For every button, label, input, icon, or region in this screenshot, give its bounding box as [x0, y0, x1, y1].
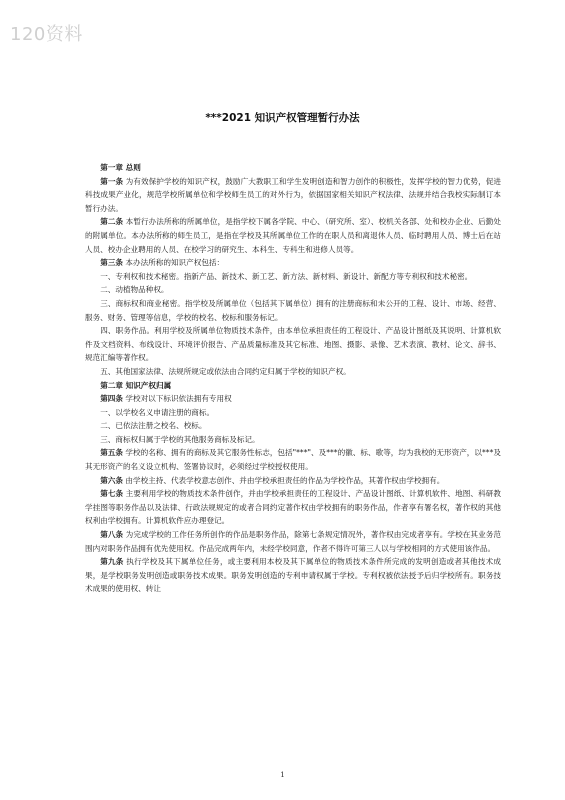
paragraph-text: 二、已依法注册之校名、校标。	[100, 421, 207, 431]
chapter-heading: 第一章 总则	[100, 163, 141, 172]
watermark: 120资料	[10, 24, 83, 45]
paragraph-text: 三、商标权归属于学校的其他服务商标及标记。	[100, 434, 260, 444]
paragraph	[85, 365, 501, 379]
paragraph-text: 为有效保护学校的知识产权，鼓励广大教职工和学生发明创造和智力创作的积极性，发挥学校的智力优势，促进科技成果产业化，规范学校所属单位和学校师生员工的对外行为，依据国家相关知识产权法律、法规并结合我校实际制订本暂行办法。	[85, 176, 501, 213]
paragraph	[85, 487, 501, 528]
paragraph-text: 学校的名称、拥有的商标及其它服务性标志，包括"***"、及***的徽、标、歌等，均为我校的无形资产，以***及其无形资产的名义设立机构、签署协议时，必须经过学校授权使用。	[85, 448, 501, 472]
paragraph	[85, 406, 501, 420]
paragraph	[85, 324, 501, 365]
paragraph	[85, 175, 501, 216]
paragraph-text: 五、其他国家法律、法规所规定或依法由合同约定归属于学校的知识产权。	[100, 366, 351, 376]
paragraph	[85, 433, 501, 447]
paragraph	[85, 474, 501, 488]
article-label: 第二条	[100, 217, 124, 227]
article-label: 第七条	[100, 489, 124, 499]
paragraph	[85, 528, 501, 555]
article-label: 第四条	[100, 394, 123, 404]
paragraph-text: 一、以学校名义申请注册的商标。	[100, 407, 215, 417]
article-label: 第五条	[100, 448, 123, 458]
paragraph-text: 本办法所称的知识产权包括：	[122, 258, 225, 268]
paragraph	[85, 215, 501, 256]
paragraph-text: 本暂行办法所称的所属单位，是指学校下属各学院、中心、（研究所、室）、校机关各部、处和校办企业、后勤处的附属单位。本办法所称的师生员工，是指在学校及其所属单位工作的在职人员和离退休人员、临时聘用人员、博士后在站人员、校办企业聘用的人员、在校学习的研究生、本科生、专科生和进修人员等。	[85, 217, 501, 254]
paragraph-text: 主要利用学校的物质技术条件创作，并由学校承担责任的工程设计、产品设计图纸、计算机软件、地图、科研教学挂图等职务作品以及法律、行政法规规定的或者合同约定著作权由学校拥有的职务作品，作者享有署名权，著作权的其他权利由学校拥有。计算机软件应办理登记。	[85, 489, 501, 526]
paragraph-text: 四、职务作品。利用学校及所属单位物质技术条件，由本单位承担责任的工程设计、产品设计图纸及其说明、计算机软件及文档资料、布线设计、环境评价报告、产品质量标准及其它标准、地图、摄影、录像、艺术表演、教材、论文、辞书、规范汇编等著作权。	[85, 326, 501, 363]
article-label: 第一条	[100, 176, 124, 186]
paragraph-text: 一、专利权和技术秘密。指新产品、新技术、新工艺、新方法、新材料、新设计、新配方等专利权和技术秘密。	[100, 271, 473, 281]
paragraph-text: 由学校主持、代表学校意志创作、并由学校承担责任的作品为学校作品，其著作权由学校拥有。	[122, 475, 445, 485]
chapter-heading: 第二章 知识产权归属	[100, 380, 172, 390]
paragraph-text: 为完成学校的工作任务所创作的作品是职务作品，除第七条规定情况外，著作权由完成者享有。学校在其业务范围内对职务作品拥有优先使用权。作品完成两年内，未经学校同意，作者不得许可第三人以与学校相同的方式使用该作品。	[85, 530, 501, 553]
paragraph	[85, 555, 501, 596]
paragraph	[85, 297, 501, 324]
article-label: 第八条	[100, 530, 124, 540]
document-body	[85, 161, 501, 596]
paragraph	[85, 419, 501, 433]
paragraph	[85, 270, 501, 284]
paragraph	[85, 256, 501, 270]
paragraph-text: 二、动植物品种权。	[100, 285, 169, 295]
page-number: 1	[280, 770, 285, 779]
article-label: 第三条	[100, 258, 123, 268]
article-label: 第六条	[100, 475, 123, 485]
article-label: 第九条	[100, 557, 124, 567]
paragraph	[85, 446, 501, 473]
paragraph	[85, 283, 501, 297]
document-title: ***2021 知识产权管理暂行办法	[205, 112, 360, 124]
paragraph-text: 学校对以下标识依法拥有专用权	[122, 394, 232, 404]
paragraph	[85, 392, 501, 406]
paragraph-text: 执行学校及其下属单位任务，或主要利用本校及其下属单位的物质技术条件所完成的发明创造或者其他技术成果，是学校职务发明创造或职务技术成果。职务发明创造的专利申请权属于学校。专利权被依法授予后归学校所有。职务技术成果的使用权、转让	[85, 557, 501, 594]
paragraph-text: 三、商标权和商业秘密。指学校及所属单位（包括其下属单位）拥有的注册商标和未公开的工程、设计、市场、经营、服务、财务、管理等信息，学校的校名、校标和服务标记。	[85, 298, 501, 322]
